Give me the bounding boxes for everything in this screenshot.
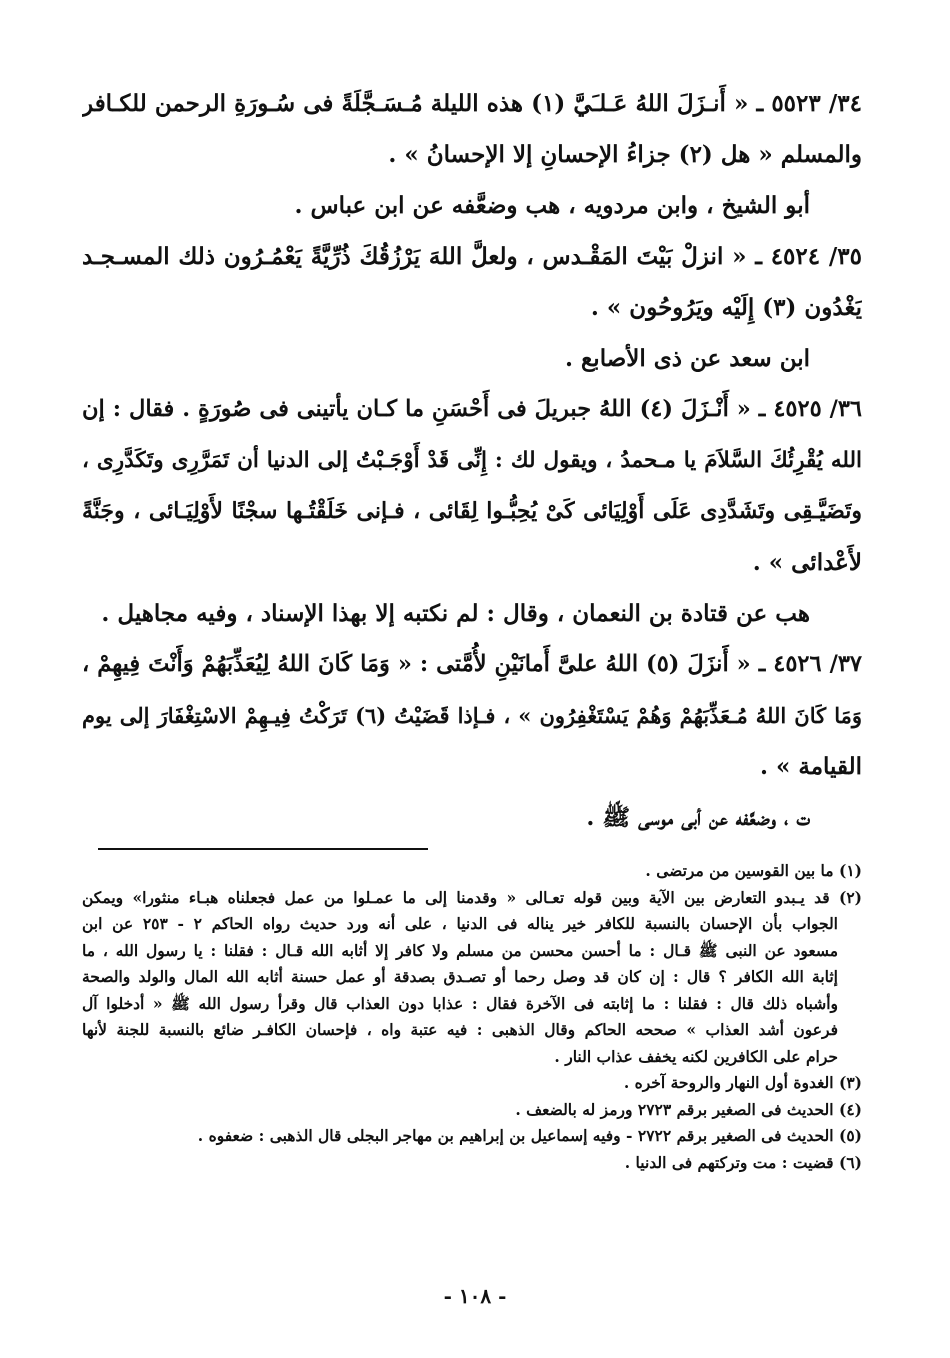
text-line: ابن سعد عن ذى الأصابع . bbox=[565, 345, 810, 372]
text-line: وَمَا كَانَ اللهُ مُـعَذِّبَهُمْ وَهُمْ يَسْتَغْفِرُون » ، فـإذا قَضَيْتُ (٦) تَرَكْتُ فِيـهِمْ الاسْتِغْفَارَ إلى يوم bbox=[82, 703, 862, 728]
text-line: والمسلم « هل (٢) جزاءُ الإحسانِ إلا الإحسانُ » . bbox=[388, 141, 862, 168]
text-line: لأَعْدائى » . bbox=[752, 549, 862, 576]
footnote-line: (٢) قد يـبدو التعارض بين الآية وبين قوله تعـالى « وقدمنا إلى ما عمـلوا من عمل فجعلناه هبـاء منثورا» ويمكن bbox=[82, 887, 862, 907]
text-line: القيامة » . bbox=[759, 753, 862, 780]
footnote-line: فرعون أشد العذاب » صححه الحاكم وقال الذهبى : فيه عتبة واه ، فإحسان الكافـر ضائع بالنسبة للجنة لأنها bbox=[82, 1020, 838, 1039]
footnote-line: (٥) الحديث فى الصغير برقم ٢٧٢٢ - وفيه إسماعيل بن إبراهيم بن مهاجر البجلى قال الذهبى : ضعفوه . bbox=[197, 1126, 862, 1145]
text-line: ٣٥/ ٤٥٢٤ ـ « انزلْ بَيْتَ المَقْـدس ، ولعلَّ اللهَ يَرْزُقُكَ ذُرِّيَّةً يَعْمُـرُون ذلك المسـجـد bbox=[82, 243, 862, 270]
footnote-line: حرام على الكافرين لكنه يخفف عذاب النار . bbox=[554, 1046, 838, 1066]
text-line: وتَضَيَّـقِى وتَشَدَّدِى عَلَى أَوْلِيَائى كَىْ يُحِبُّـوا لِقَائى ، فـإنى خَلَقْتُـها سجْنًا لأَوْلِيَـائى ، وجَنَّةً bbox=[82, 498, 862, 524]
text-line: ٣٦/ ٤٥٢٥ ـ « أَنْـزَلَ (٤) اللهُ جبريلَ فى أَحْسَنِ ما كـان يأتينى فى صُورَةٍ . فقال : إن bbox=[82, 396, 862, 422]
footnote-line: الجواب بأن الإحسان بالنسبة للكافر خير يناله فى الدنيا ، على أنه ورد حديث رواه الحاكم ٢ - ٢٥٣ عن ابن bbox=[82, 914, 838, 933]
footnote-line: (٦) قضيت : مت وتركتهم فى الدنيا . bbox=[624, 1152, 862, 1172]
footnotes bbox=[82, 858, 862, 1176]
footnote-line: (٤) الحديث فى الصغير برقم ٢٧٢٣ ورمز له بالضعف . bbox=[515, 1099, 862, 1119]
text-line: ٣٤/ ٥٥٢٣ ـ « أَنـزَلَ اللهُ عَـلـَيَّ (١) هذه الليلة مُـسَـجَّلَةً فى سُـورَةِ الرحمن للكـافر bbox=[82, 90, 862, 117]
text-line: يَغْدُون (٣) إِلَيْه ويَرُوحُون » . bbox=[590, 294, 862, 321]
text-line: ٣٧/ ٤٥٢٦ ـ « أَنزَلَ (٥) اللهُ علىَّ أَمانَيْنِ لأُمَّتى : « وَمَا كَانَ اللهُ لِيُعَذِّبَهُمْ وَأَنْتَ فِيهِمْ ، bbox=[82, 651, 862, 677]
main-text bbox=[82, 78, 862, 843]
text-line: أبو الشيخ ، وابن مردويه ، هب وضعَّفه عن ابن عباس . bbox=[294, 192, 810, 219]
footnote-line: (٣) الغدوة أول النهار والروحة آخره . bbox=[623, 1073, 862, 1092]
footnote-line: (١) ما بين القوسين من مرتضى . bbox=[645, 861, 862, 880]
footnote-line: وأشباه ذلك قال : فقلنا : ما إثابته فى الآخرة فقال : عذابا دون العذاب قال وقرأ رسول الله ﷺ « أدخلوا آل bbox=[82, 993, 838, 1013]
footnote-line: إثابة الله الكافر ؟ قال : إن كان قد وصل رحما أو تصـدق بصدقة أو عمل حسنة أثابه الله المال والولد والصحة bbox=[82, 967, 838, 986]
text-line: ت ، وضعَّفه عن أبى موسى ﷺ . bbox=[586, 804, 810, 831]
footnote-separator bbox=[98, 848, 428, 850]
text-line: الله يُقْرِئُكَ السَّلاَمَ يا مـحمدُ ، ويقول لك : إِنِّى قَدْ أَوْجَـبْتُ إلى الدنيا أن تَمَرَّرِى وتَكَدَّرِى ، bbox=[82, 448, 862, 473]
page-number: - ١٠٨ - bbox=[443, 1284, 507, 1308]
footnote-line: مسعود عن النبى ﷺ قـال : ما أحسن محسن من مسلم ولا كافر إلا أثابه الله قـال : فقلنا : يا رسول الله ، ما bbox=[82, 940, 838, 960]
text-line: هب عن قتادة بن النعمان ، وقال : لم نكتبه إلا بهذا الإسناد ، وفيه مجاهيل . bbox=[101, 600, 810, 627]
